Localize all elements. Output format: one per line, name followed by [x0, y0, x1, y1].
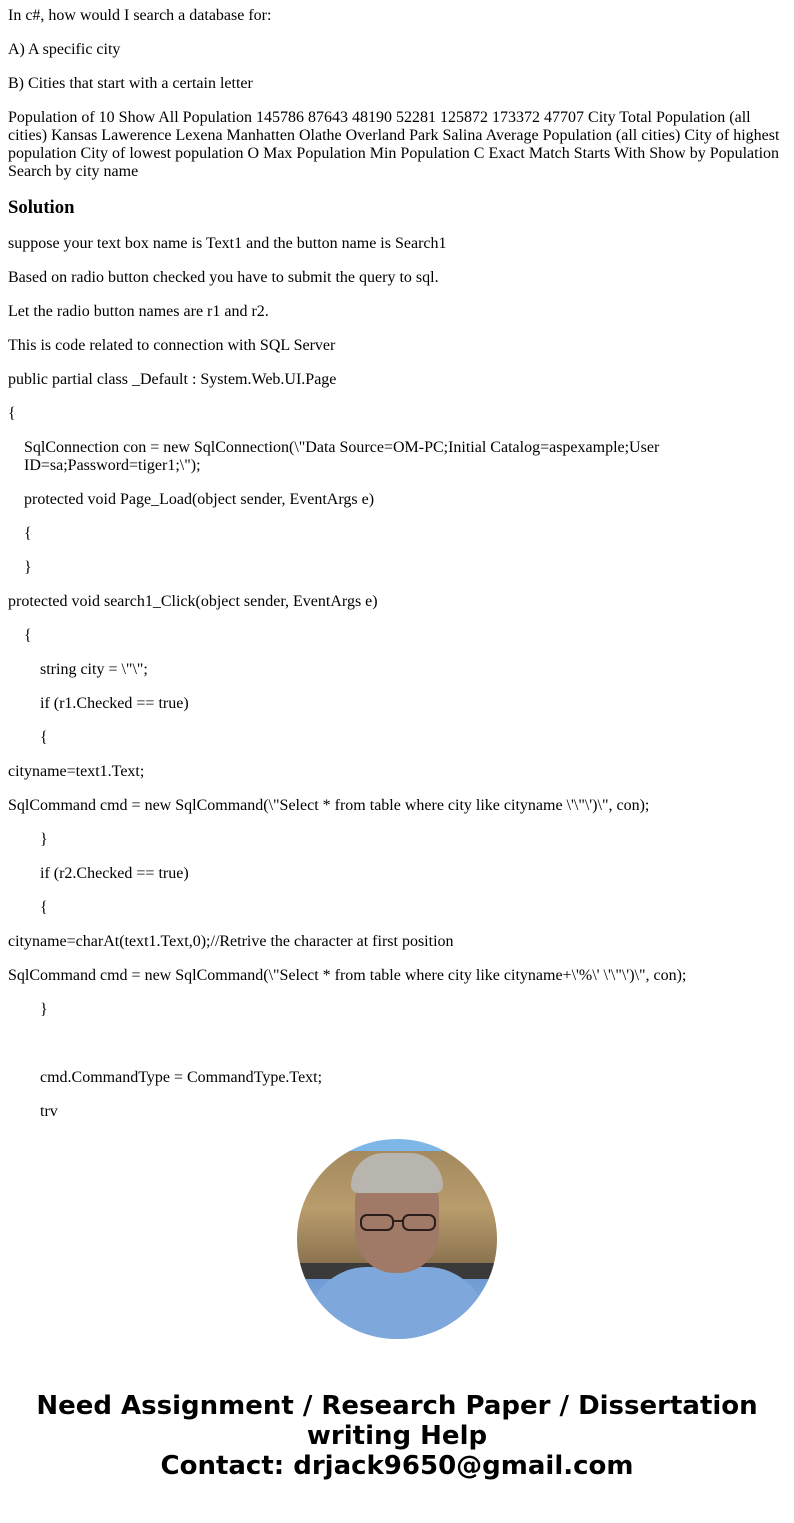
code-line: {	[24, 627, 32, 644]
author-photo-container	[0, 1139, 794, 1339]
code-line: }	[40, 1001, 48, 1018]
code-line: trv	[40, 1103, 58, 1120]
code-line: public partial class _Default : System.Web.UI.Page	[8, 371, 337, 388]
avatar-shirt	[307, 1267, 487, 1339]
code-line: {	[8, 405, 16, 422]
solution-line: suppose your text box name is Text1 and the button name is Search1	[8, 235, 447, 252]
question-intro: In c#, how would I search a database for:	[8, 7, 272, 24]
question-option-a: A) A specific city	[8, 41, 121, 58]
code-line: cityname=text1.Text;	[8, 763, 145, 780]
code-line: }	[40, 831, 48, 848]
glasses-icon	[359, 1213, 439, 1233]
code-line: protected void search1_Click(object sender, EventArgs e)	[8, 593, 378, 610]
avatar-hair	[351, 1153, 443, 1193]
code-line: cmd.CommandType = CommandType.Text;	[40, 1069, 323, 1086]
code-line: {	[24, 525, 32, 542]
code-line: cityname=charAt(text1.Text,0);//Retrive the character at first position	[8, 933, 454, 950]
code-line: {	[40, 729, 48, 746]
question-option-b: B) Cities that start with a certain letter	[8, 75, 253, 92]
code-line: if (r2.Checked == true)	[40, 865, 189, 882]
code-line: {	[40, 899, 48, 916]
code-line: SqlCommand cmd = new SqlCommand(\"Select * from table where city like cityname \'\"\')\", con);	[8, 797, 650, 814]
code-line: SqlCommand cmd = new SqlCommand(\"Select * from table where city like cityname+\'%\' \'\"\')\", con);	[8, 967, 687, 984]
code-line: SqlConnection con = new SqlConnection(\"Data Source=OM-PC;Initial Catalog=aspexample;User ID=sa;Password=tiger1;\");	[24, 439, 660, 474]
solution-line: This is code related to connection with SQL Server	[8, 337, 336, 354]
author-avatar	[297, 1139, 497, 1339]
contact-banner	[0, 1391, 794, 1511]
blank-line	[8, 1035, 786, 1069]
code-line: }	[24, 559, 32, 576]
banner-headline: Need Assignment / Research Paper / Dissertation writing Help	[36, 1391, 758, 1451]
question-form-text: Population of 10 Show All Population 145786 87643 48190 52281 125872 173372 47707 City Total Population (all cities) Kansas Lawerence Lexena Manhatten Olathe Overland Park Salina Average Population (all cities) City of highest population City of lowest population O Max Population Min Population C Exact Match Starts With Show by Population Search by city name	[8, 109, 780, 180]
code-line: if (r1.Checked == true)	[40, 695, 189, 712]
code-line: protected void Page_Load(object sender, EventArgs e)	[24, 491, 375, 508]
solution-line: Based on radio button checked you have to submit the query to sql.	[8, 269, 439, 286]
solution-line: Let the radio button names are r1 and r2.	[8, 303, 269, 320]
solution-heading: Solution	[8, 197, 75, 218]
code-line: string city = \"\";	[40, 661, 148, 678]
banner-contact-email: Contact: drjack9650@gmail.com	[160, 1451, 634, 1481]
